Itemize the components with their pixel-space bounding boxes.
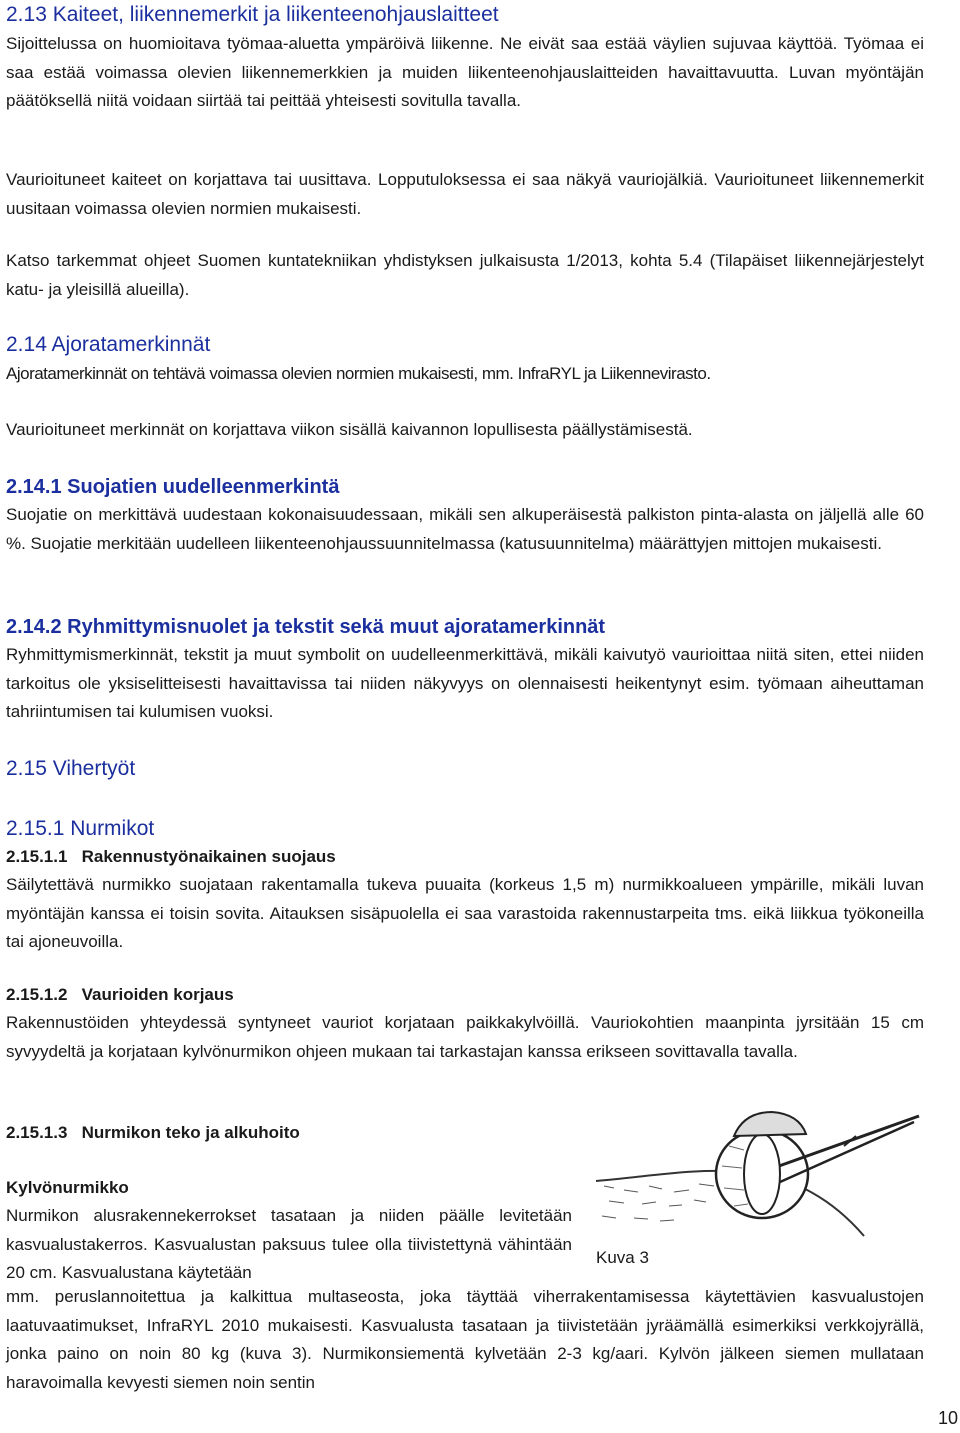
heading-2-14: 2.14 Ajoratamerkinnät	[6, 333, 211, 356]
heading-2-15-1-3: 2.15.1.3 Nurmikon teko ja alkuhoito	[6, 1123, 300, 1142]
subheading-kylvonurmikko: Kylvönurmikko	[6, 1178, 129, 1197]
heading-2-13: 2.13 Kaiteet, liikennemerkit ja liikenteenohjauslaitteet	[6, 3, 499, 26]
paragraph-2-15-1-3-2: mm. peruslannoitettua ja kalkittua multaseosta, joka täyttää viherrakentamisessa käytettävien kasvualustojen laatuvaatimukset, InfraRYL 2010 mukaisesti. Kasvualusta tasataan ja tiivistetään jyräämällä esimerkiksi verkkojyrällä, jonka paino on noin 80 kg (kuva 3). Nurmikonsiementä kylvetään 2-3 kg/aari. Kylvön jälkeen siemen mullataan haravoimalla kevyesti siemen noin sentin	[6, 1287, 924, 1392]
heading-2-15: 2.15 Vihertyöt	[6, 757, 136, 780]
figure-caption: Kuva 3	[596, 1248, 649, 1267]
heading-2-14-2: 2.14.2 Ryhmittymisnuolet ja tekstit sekä muut ajoratamerkinnät	[6, 616, 606, 638]
paragraph-2-13-2: Vaurioituneet kaiteet on korjattava tai uusittava. Lopputuloksessa ei saa näkyä vauriojälkiä. Vaurioituneet liikennemerkit uusitaan voimassa olevien normien mukaisesti.	[6, 170, 924, 218]
paragraph-2-15-1-2: Rakennustöiden yhteydessä syntyneet vauriot korjataan paikkakylvöillä. Vauriokohtien maanpinta jyrsitään 15 cm syvyydeltä ja korjataan kylvönurmikon ohjeen mukaan tai tarkastajan kanssa erikseen sovittavalla tavalla.	[6, 1013, 924, 1061]
paragraph-2-14-2: Vaurioituneet merkinnät on korjattava viikon sisällä kaivannon lopullisesta päällystämisestä.	[6, 420, 693, 439]
paragraph-2-15-1-3-1: Nurmikon alusrakennekerrokset tasataan ja niiden päälle levitetään kasvualustakerros. Kasvualustan paksuus tulee olla tiivistettynä vähintään 20 cm. Kasvualustana käytetään	[6, 1206, 572, 1282]
paragraph-2-14-2-1: Ryhmittymismerkinnät, tekstit ja muut symbolit on uudelleenmerkittävä, mikäli kaivutyö vaurioittaa niitä siten, ettei niiden tarkoitus ole yksiselitteisesti havaittavissa tai niiden näkyvyys on olennaisesti heikentynyt esim. työmaan aiheuttaman tahriintumisen tai kulumisen vuoksi.	[6, 645, 924, 721]
paragraph-2-14-1: Ajoratamerkinnät on tehtävä voimassa olevien normien mukaisesti, mm. InfraRYL ja Liikennevirasto.	[6, 364, 711, 383]
heading-2-15-1-1: 2.15.1.1 Rakennustyönaikainen suojaus	[6, 847, 336, 866]
page-number: 10	[937, 1408, 958, 1428]
paragraph-2-13-1: Sijoittelussa on huomioitava työmaa-aluetta ympäröivä liikenne. Ne eivät saa estää väylien sujuvaa käyttöä. Työmaa ei saa estää voimassa olevien liikennemerkkien ja muiden liikenteenohjauslaitteiden havaittavuutta. Luvan myöntäjän päätöksellä niitä voidaan siirtää tai peittää yhteisesti sovitulla tavalla.	[6, 34, 924, 110]
paragraph-2-15-1-1: Säilytettävä nurmikko suojataan rakentamalla tukeva puuaita (korkeus 1,5 m) nurmikkoalueen ympärille, mikäli luvan myöntäjän kanssa ei toisin sovita. Aitauksen sisäpuolella ei saa varastoida rakennustarpeita tms. eikä liikkua työkoneilla tai ajoneuvoilla.	[6, 875, 924, 951]
heading-2-15-1-2: 2.15.1.2 Vaurioiden korjaus	[6, 985, 234, 1004]
heading-2-14-1: 2.14.1 Suojatien uudelleenmerkintä	[6, 476, 340, 498]
paragraph-2-14-1-1: Suojatie on merkittävä uudestaan kokonaisuudessaan, mikäli sen alkuperäisestä palkiston pinta-alasta on jäljellä alle 60 %. Suojatie merkitään uudelleen liikenteenohjaussuunnitelmassa (katusuunnitelma) määrättyjen mittojen mukaisesti.	[6, 505, 924, 553]
heading-2-15-1: 2.15.1 Nurmikot	[6, 817, 155, 840]
paragraph-2-13-3: Katso tarkemmat ohjeet Suomen kuntatekniikan yhdistyksen julkaisusta 1/2013, kohta 5.4 (Tilapäiset liikennejärjestelyt katu- ja yleisillä alueilla).	[6, 251, 924, 299]
